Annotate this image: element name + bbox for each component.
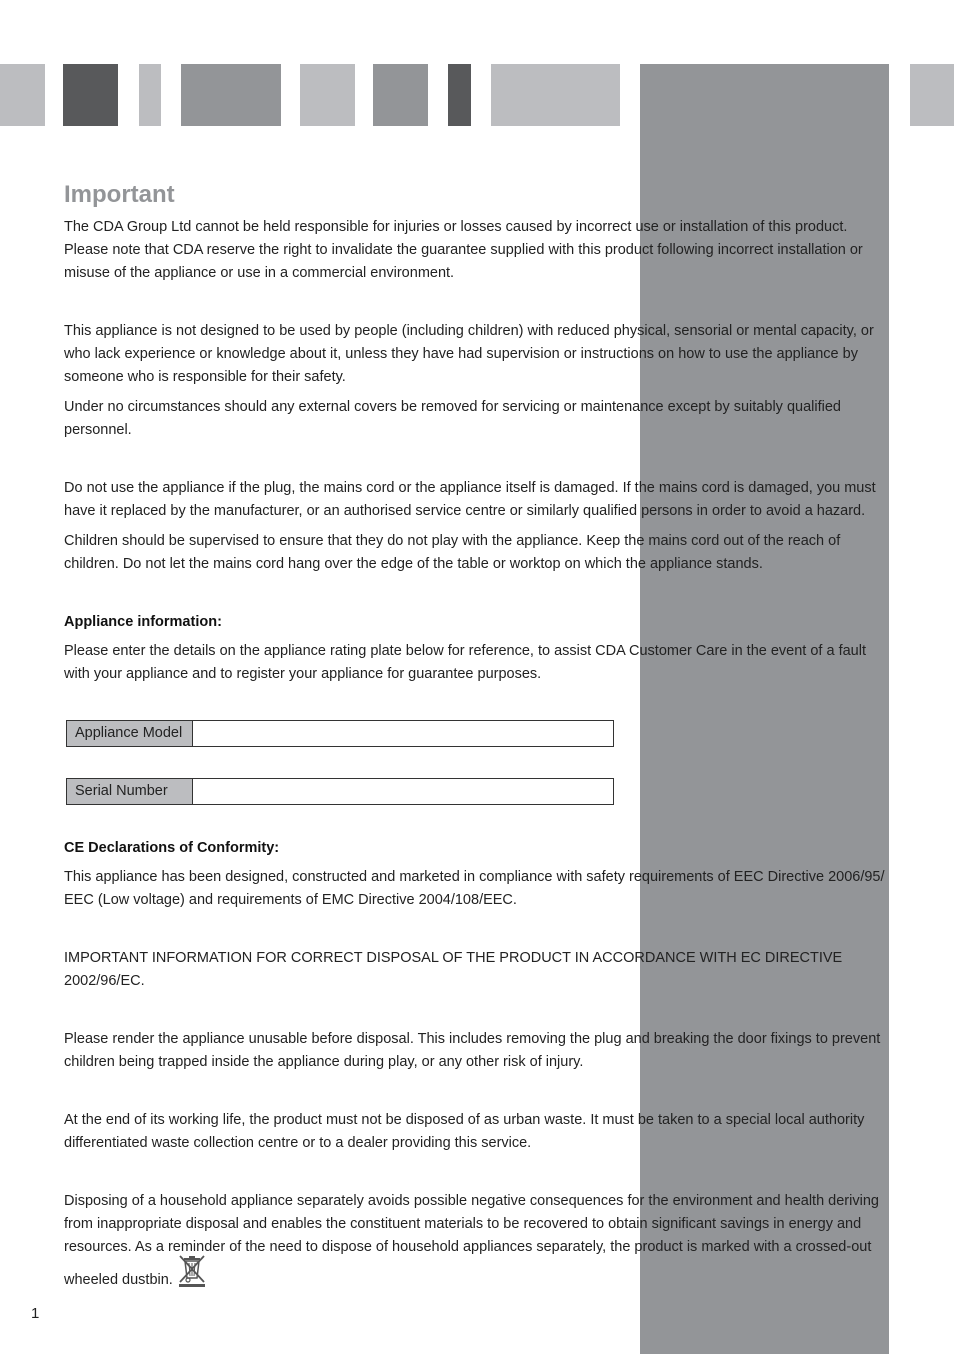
header-band-7: [448, 64, 471, 126]
header-band-8: [491, 64, 620, 126]
crossed-out-wheeled-bin-icon: [177, 1253, 207, 1295]
paragraph-children: Children should be supervised to ensure that they do not play with the appliance. Keep the mains cord out of the reach of children. Do not let the mains cord hang over the edge of the table or worktop on which the appliance stands.: [64, 533, 841, 572]
header-band-5: [300, 64, 355, 126]
page-heading: Important: [64, 181, 175, 208]
paragraph-covers: Under no circumstances should any external covers be removed for servicing or maintenance except by suitably qualified personnel.: [64, 399, 841, 438]
ce-text: This appliance has been designed, constructed and marketed in compliance with safety requirements of EEC Directive 2006/95/ EEC (Low voltage) and requirements of EMC Directive 2004/108/EEC.: [64, 869, 885, 908]
appliance-model-field[interactable]: [193, 721, 613, 746]
page-number: 1: [31, 1305, 40, 1322]
header-band-9: [910, 64, 954, 126]
page-content: [64, 180, 890, 1301]
disposal-unusable-text: Please render the appliance unusable before disposal. This includes removing the plug and breaking the door fixings to prevent children being trapped inside the appliance during play, or any other risk of injury.: [64, 1031, 881, 1070]
appliance-model-label: Appliance Model: [67, 721, 193, 746]
appliance-info-text: Please enter the details on the appliance rating plate below for reference, to assist CDA Customer Care in the event of a fault with your appliance and to register your appliance for guarantee purposes.: [64, 643, 866, 682]
paragraph-capacity: This appliance is not designed to be used by people (including children) with reduced physical, sensorial or mental capacity, or who lack experience or knowledge about it, unless they have had supervision or instructions on how to use the appliance by someone who is responsible for their safety.: [64, 323, 874, 385]
header-band-2: [63, 64, 118, 126]
disposal-separate-text-body: Disposing of a household appliance separately avoids possible negative consequences for the environment and health deriving from inappropriate disposal and enables the constituent materials to be recovered to obtain significant savings in energy and resources. As a reminder of the need to dispose of household appliances separately, the product is marked with a crossed-out wheeled dustbin.: [64, 1193, 879, 1288]
serial-number-row: [66, 778, 614, 805]
disposal-directive-text: IMPORTANT INFORMATION FOR CORRECT DISPOSAL OF THE PRODUCT IN ACCORDANCE WITH EC DIRECTIVE 2002/96/EC.: [64, 950, 843, 989]
header-band-6: [373, 64, 428, 126]
header-band-4: [181, 64, 281, 126]
paragraph-damage: Do not use the appliance if the plug, the mains cord or the appliance itself is damaged. If the mains cord is damaged, you must have it replaced by the manufacturer, or an authorised service centre or similarly qualified persons in order to avoid a hazard.: [64, 480, 876, 519]
header-band-3: [139, 64, 161, 126]
appliance-model-row: [66, 720, 614, 747]
paragraph-liability: The CDA Group Ltd cannot be held responsible for injuries or losses caused by incorrect use or installation of this product. Please note that CDA reserve the right to invalidate the guarantee supplied with this product following incorrect installation or misuse of the appliance or use in a commercial environment.: [64, 219, 863, 281]
disposal-separate-text: [64, 1190, 890, 1301]
ce-heading: CE Declarations of Conformity:: [64, 840, 280, 856]
appliance-info-heading: Appliance information:: [64, 614, 222, 630]
header-band-1: [0, 64, 45, 126]
serial-number-label: Serial Number: [67, 779, 193, 804]
disposal-end-of-life-text: At the end of its working life, the product must not be disposed of as urban waste. It must be taken to a special local authority differentiated waste collection centre or to a dealer providing this service.: [64, 1112, 865, 1151]
serial-number-field[interactable]: [193, 779, 613, 804]
